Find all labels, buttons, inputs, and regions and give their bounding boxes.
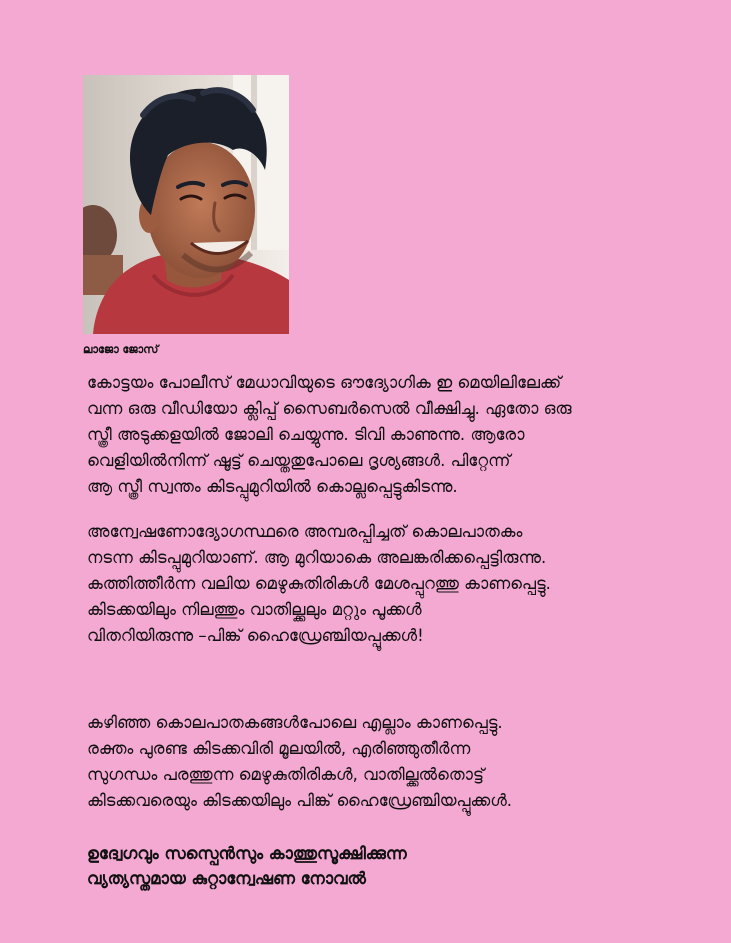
tagline bbox=[87, 841, 407, 891]
paragraph-line: സ്ത്രീ അടുക്കളയിൽ ജോലി ചെയ്യുന്നു. ടിവി കാണുന്നു. ആരോ bbox=[87, 425, 525, 444]
paragraph-line: അന്വേഷണോദ്യോഗസ്ഥരെ അമ്പരപ്പിച്ചത് കൊലപാതകം bbox=[87, 522, 523, 541]
paragraph-line: വിതറിയിരുന്നു –പിങ്ക് ഹൈഡ്രേഞ്ചിയപ്പൂക്കൾ! bbox=[87, 626, 424, 645]
tagline-line: ഉദ്വേഗവും സസ്പെൻസും കാത്തുസൂക്ഷിക്കുന്ന bbox=[87, 844, 407, 863]
paragraph-2 bbox=[87, 519, 707, 649]
paragraph-1 bbox=[87, 370, 707, 500]
paragraph-line: വന്ന ഒരു വീഡിയോ ക്ലിപ്പ് സൈബർസെൽ വീക്ഷിച്ചു. ഏതോ ഒരു bbox=[87, 399, 572, 418]
paragraph-line: ആ സ്ത്രീ സ്വന്തം കിടപ്പുമുറിയിൽ കൊല്ലപ്പെട്ടുകിടന്നു. bbox=[87, 477, 458, 496]
paragraph-line: നടന്ന കിടപ്പുമുറിയാണ്. ആ മുറിയാകെ അലങ്കരിക്കപ്പെട്ടിരുന്നു. bbox=[87, 548, 547, 567]
paragraph-line: രക്തം പുരണ്ട കിടക്കവിരി മൂലയിൽ, എരിഞ്ഞുതീർന്ന bbox=[87, 739, 471, 758]
paragraph-line: സുഗന്ധം പരത്തുന്ന മെഴുകുതിരികൾ, വാതില്ക്കൽതൊട്ട് bbox=[87, 765, 485, 784]
paragraph-line: കഴിഞ്ഞ കൊലപാതകങ്ങൾപോലെ എല്ലാം കാണപ്പെട്ടു. bbox=[87, 713, 503, 732]
paragraph-line: കോട്ടയം പോലീസ് മേധാവിയുടെ ഔദ്യോഗിക ഇ മെയിലിലേക്ക് bbox=[87, 373, 562, 392]
author-name-caption: ലാജോ ജോസ് bbox=[83, 343, 159, 356]
paragraph-line: വെളിയിൽനിന്ന് ഷൂട്ട് ചെയ്തതുപോലെ ദൃശ്യങ്ങൾ. പിറ്റേന്ന് bbox=[87, 451, 511, 470]
paragraph-line: കത്തിത്തീർന്ന വലിയ മെഴുകുതിരികൾ മേശപ്പുറത്തു കാണപ്പെട്ടു. bbox=[87, 574, 551, 593]
paragraph-line: കിടക്കവരെയും കിടക്കയിലും പിങ്ക് ഹൈഡ്രേഞ്ചിയപ്പൂക്കൾ. bbox=[87, 791, 513, 810]
paragraph-3 bbox=[87, 710, 707, 814]
author-photo bbox=[83, 75, 289, 334]
tagline-line: വ്യത്യസ്തമായ കുറ്റാന്വേഷണ നോവൽ bbox=[87, 869, 366, 888]
paragraph-line: കിടക്കയിലും നിലത്തും വാതില്ക്കലും മറ്റും പൂക്കൾ bbox=[87, 600, 422, 619]
